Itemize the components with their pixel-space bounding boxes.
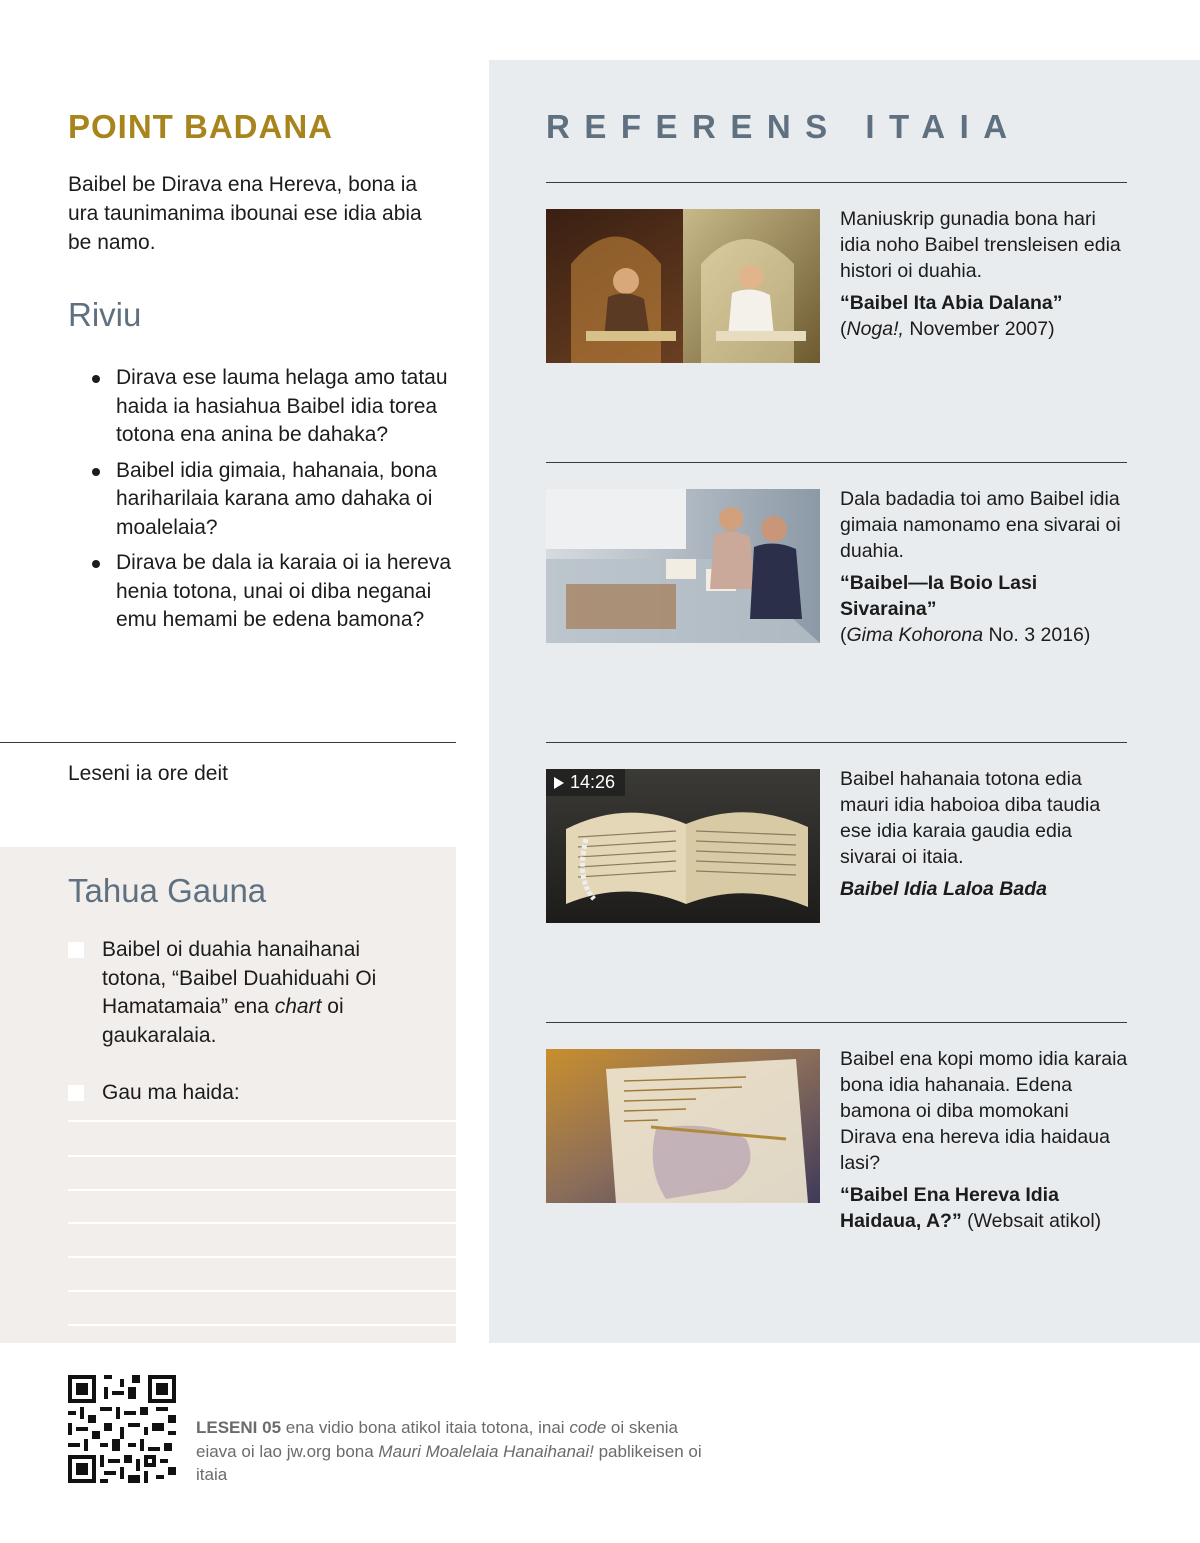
reference-source[interactable]: “Baibel Ena Hereva Idia Haidaua, A?” (Websait atikol) [840,1184,1102,1232]
review-question: Dirava be dala ia karaia oi ia hereva henia totona, unai oi diba neganai emu hemami be edena bamona? [92,549,462,635]
goal-item-other: Gau ma haida: [68,1079,428,1108]
museum-display-image[interactable] [546,489,820,643]
review-question: Dirava ese lauma helaga amo tatau haida ia hasiahua Baibel idia torea totona ena anina be dahaka? [92,364,462,450]
scribe-writing-image[interactable] [546,1049,820,1203]
review-questions-list [92,364,462,642]
checkbox[interactable] [68,942,84,958]
tahua-gauna-heading: Tahua Gauna [68,872,267,909]
reference-description: Dala badadia toi amo Baibel idia gimaia namonamo ena sivarai oi duahia. [840,488,1121,562]
writing-line[interactable] [68,1222,456,1224]
writing-line[interactable] [68,1189,456,1191]
goal-item-chart: Baibel oi duahia hanaihanai totona, “Baibel Duahiduahi Oi Hamatamaia” ena chart oi gaukaralaia. [68,936,428,1050]
video-duration-badge: 14:26 [546,769,625,796]
bullet-icon [92,468,100,476]
writing-line[interactable] [68,1256,456,1258]
footer-note: LESENI 05 ena vidio bona atikol itaia totona, inai code oi skenia eiava oi lao jw.org bona Mauri Moalelaia Hanaihanai! pablikeisen oi itaia [196,1418,702,1484]
reference-description: Maniuskrip gunadia bona hari idia noho Baibel trensleisen edia histori oi duahia. [840,208,1121,282]
main-point-text: Baibel be Dirava ena Hereva, bona ia ura taunimanima ibounai ese idia abia be namo. [68,173,422,254]
reference-source[interactable]: “Baibel—Ia Boio Lasi Sivaraina” (Gima Kohorona No. 3 2016) [840,572,1091,646]
divider [546,182,1127,183]
writing-line[interactable] [68,1290,456,1292]
play-icon [554,777,564,789]
manuscript-illustration-image[interactable] [546,209,820,363]
review-question: Baibel idia gimaia, hahanaia, bona hariharilaia karana amo dahaka oi moalelaia? [92,457,462,543]
writing-line[interactable] [68,1120,456,1122]
bullet-icon [92,375,100,383]
bullet-icon [92,560,100,568]
video-thumbnail[interactable] [546,769,820,923]
reference-source[interactable]: Baibel Idia Laloa Bada [840,878,1047,900]
riviu-heading: Riviu [68,296,142,333]
reference-description: Baibel hahanaia totona edia mauri idia haboioa diba taudia ese idia karaia gaudia edia sivarai oi itaia. [840,768,1101,868]
point-badana-heading: POINT BADANA [68,108,333,145]
qr-code-icon[interactable] [68,1375,176,1483]
writing-line[interactable] [68,1155,456,1157]
divider [546,742,1127,743]
referens-itaia-heading: REFERENS ITAIA [546,108,1022,145]
divider [0,742,456,743]
divider [546,1022,1127,1023]
reference-description: Baibel ena kopi momo idia karaia bona idia hahanaia. Edena bamona oi diba momokani Dirava ena hereva idia haidaua lasi? [840,1048,1128,1174]
checkbox[interactable] [68,1085,84,1101]
writing-line[interactable] [68,1324,456,1326]
lesson-completed-date-label: Leseni ia ore deit [68,762,228,785]
reference-source[interactable]: “Baibel Ita Abia Dalana” (Noga!, November 2007) [840,292,1063,340]
divider [546,462,1127,463]
